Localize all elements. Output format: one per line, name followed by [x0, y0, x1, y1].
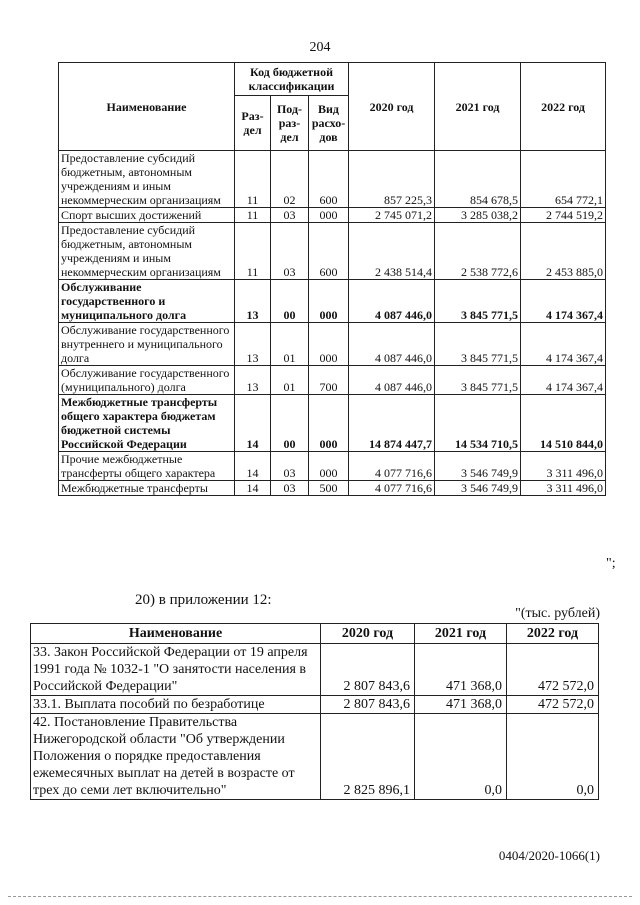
cell-y2021: 3 845 771,5	[435, 323, 521, 366]
page-number: 204	[309, 40, 331, 55]
cell-y2022: 472 572,0	[507, 696, 599, 714]
cell-name: 33.1. Выплата пособий по безработице	[31, 696, 321, 714]
header-vid: Вид расхо-дов	[309, 96, 349, 151]
cell-vid: 000	[309, 323, 349, 366]
cell-y2021: 471 368,0	[415, 696, 507, 714]
cell-y2022: 3 311 496,0	[521, 481, 606, 496]
cell-name: Обслуживание государственного внутреннего и муниципального долга	[59, 323, 235, 366]
header-2022: 2022 год	[521, 63, 606, 151]
table-row	[59, 208, 606, 223]
cell-razdel: 13	[235, 280, 271, 323]
cell-y2021: 14 534 710,5	[435, 395, 521, 452]
cell-name: Предоставление субсидий бюджетным, автономным учреждениям и иным некоммерческим организациям	[59, 223, 235, 280]
table-row	[31, 696, 599, 714]
cell-podrazdel: 03	[271, 223, 309, 280]
cell-y2021: 3 845 771,5	[435, 280, 521, 323]
table-row	[59, 481, 606, 496]
cell-y2020: 4 077 716,6	[349, 452, 435, 481]
cell-vid: 500	[309, 481, 349, 496]
cell-podrazdel: 01	[271, 323, 309, 366]
header-podrazdel: Под-раз-дел	[271, 96, 309, 151]
cell-podrazdel: 03	[271, 481, 309, 496]
cell-podrazdel: 03	[271, 208, 309, 223]
scan-edge-line	[8, 896, 632, 898]
cell-y2021: 471 368,0	[415, 644, 507, 696]
cell-y2020: 2 807 843,6	[321, 644, 415, 696]
cell-razdel: 11	[235, 208, 271, 223]
header-name: Наименование	[59, 63, 235, 151]
appendix-paragraph: 20) в приложении 12:	[135, 592, 272, 608]
cell-y2020: 2 438 514,4	[349, 223, 435, 280]
closing-quote: ";	[606, 556, 616, 571]
cell-name: 33. Закон Российской Федерации от 19 апреля 1991 года № 1032-1 "О занятости населения в Российской Федерации"	[31, 644, 321, 696]
cell-name: Предоставление субсидий бюджетным, автономным учреждениям и иным некоммерческим организациям	[59, 151, 235, 208]
cell-vid: 000	[309, 452, 349, 481]
cell-podrazdel: 03	[271, 452, 309, 481]
cell-y2022: 14 510 844,0	[521, 395, 606, 452]
t2-header-2020: 2020 год	[321, 624, 415, 644]
cell-y2022: 654 772,1	[521, 151, 606, 208]
cell-y2020: 4 087 446,0	[349, 366, 435, 395]
header-code-group: Код бюджетной классификации	[235, 63, 349, 96]
cell-vid: 600	[309, 223, 349, 280]
cell-y2020: 4 077 716,6	[349, 481, 435, 496]
cell-name: Прочие межбюджетные трансферты общего характера	[59, 452, 235, 481]
unit-label: "(тыс. рублей)	[515, 606, 600, 621]
cell-y2022: 4 174 367,4	[521, 366, 606, 395]
table1-body	[59, 151, 606, 496]
header-2021: 2021 год	[435, 63, 521, 151]
cell-podrazdel: 00	[271, 280, 309, 323]
cell-y2020: 4 087 446,0	[349, 280, 435, 323]
document-code: 0404/2020-1066(1)	[498, 848, 600, 863]
cell-y2020: 2 745 071,2	[349, 208, 435, 223]
table-row	[59, 366, 606, 395]
table-row	[59, 452, 606, 481]
cell-podrazdel: 02	[271, 151, 309, 208]
t2-header-name: Наименование	[31, 624, 321, 644]
table-row	[59, 223, 606, 280]
budget-classification-table	[58, 62, 606, 496]
cell-vid: 000	[309, 280, 349, 323]
table-row	[31, 644, 599, 696]
cell-vid: 000	[309, 395, 349, 452]
cell-vid: 700	[309, 366, 349, 395]
cell-name: 42. Постановление Правительства Нижегородской области "Об утверждении Положения о порядке предоставления ежемесячных выплат на детей в возрасте от трех до семи лет включительно"	[31, 714, 321, 800]
cell-y2022: 2 744 519,2	[521, 208, 606, 223]
cell-name: Межбюджетные трансферты общего характера бюджетам бюджетной системы Российской Федерации	[59, 395, 235, 452]
cell-y2022: 4 174 367,4	[521, 323, 606, 366]
cell-podrazdel: 00	[271, 395, 309, 452]
cell-name: Обслуживание государственного (муниципального) долга	[59, 366, 235, 395]
cell-y2021: 3 546 749,9	[435, 481, 521, 496]
cell-y2022: 3 311 496,0	[521, 452, 606, 481]
cell-name: Обслуживание государственного и муниципального долга	[59, 280, 235, 323]
cell-y2020: 2 807 843,6	[321, 696, 415, 714]
cell-razdel: 13	[235, 366, 271, 395]
cell-razdel: 14	[235, 452, 271, 481]
cell-y2020: 2 825 896,1	[321, 714, 415, 800]
cell-razdel: 11	[235, 151, 271, 208]
cell-razdel: 14	[235, 395, 271, 452]
cell-y2021: 3 285 038,2	[435, 208, 521, 223]
table-row	[59, 151, 606, 208]
cell-vid: 000	[309, 208, 349, 223]
cell-y2021: 3 546 749,9	[435, 452, 521, 481]
header-razdel: Раз-дел	[235, 96, 271, 151]
cell-podrazdel: 01	[271, 366, 309, 395]
cell-vid: 600	[309, 151, 349, 208]
table-row	[59, 323, 606, 366]
cell-y2021: 2 538 772,6	[435, 223, 521, 280]
cell-y2021: 3 845 771,5	[435, 366, 521, 395]
cell-y2022: 472 572,0	[507, 644, 599, 696]
t2-header-2021: 2021 год	[415, 624, 507, 644]
t2-header-2022: 2022 год	[507, 624, 599, 644]
table2-body	[31, 644, 599, 800]
cell-y2021: 0,0	[415, 714, 507, 800]
cell-y2020: 857 225,3	[349, 151, 435, 208]
cell-razdel: 13	[235, 323, 271, 366]
cell-y2022: 2 453 885,0	[521, 223, 606, 280]
header-2020: 2020 год	[349, 63, 435, 151]
cell-name: Спорт высших достижений	[59, 208, 235, 223]
cell-razdel: 11	[235, 223, 271, 280]
cell-razdel: 14	[235, 481, 271, 496]
table-row	[59, 280, 606, 323]
cell-y2020: 14 874 447,7	[349, 395, 435, 452]
cell-y2022: 0,0	[507, 714, 599, 800]
table-row	[59, 395, 606, 452]
cell-y2020: 4 087 446,0	[349, 323, 435, 366]
cell-y2022: 4 174 367,4	[521, 280, 606, 323]
cell-y2021: 854 678,5	[435, 151, 521, 208]
cell-name: Межбюджетные трансферты	[59, 481, 235, 496]
appendix-12-table	[30, 623, 599, 800]
table-row	[31, 714, 599, 800]
